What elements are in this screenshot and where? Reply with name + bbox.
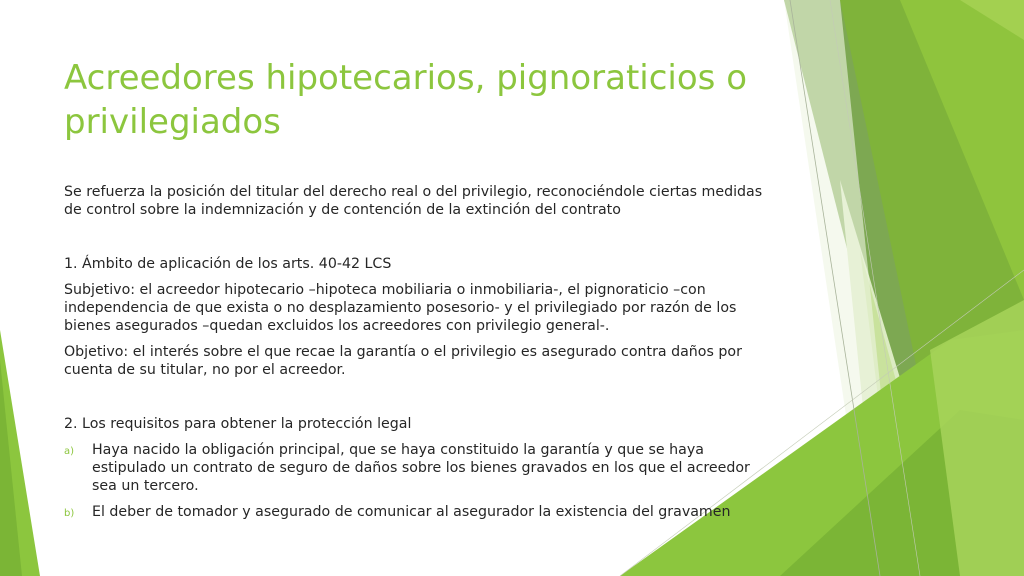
list-marker: b) xyxy=(64,508,75,519)
list-item-text: Haya nacido la obligación principal, que se haya constituido la garantía y que se haya estipulado un contrato de seguro de daños sobre los bienes gravados en los que el acreedor sea un tercero. xyxy=(92,442,750,494)
subjective-paragraph: Subjetivo: el acreedor hipotecario –hipoteca mobiliaria o inmobiliaria-, el pignoraticio –con independencia de que exista o no desplazamiento posesorio- y el privilegiado por razón de los bienes asegurados –quedan excluidos los acreedores con privilegio general-. xyxy=(64,282,737,334)
slide-body xyxy=(64,183,764,523)
list-marker: a) xyxy=(64,446,75,457)
section-2-heading: 2. Los requisitos para obtener la protección legal xyxy=(64,416,412,432)
slide-title: Acreedores hipotecarios, pignoraticios o privilegiados xyxy=(64,58,748,142)
list-item-text: El deber de tomador y asegurado de comunicar al asegurador la existencia del gravamen xyxy=(92,504,731,520)
section-1-heading: 1. Ámbito de aplicación de los arts. 40-42 LCS xyxy=(64,256,392,272)
list-item xyxy=(64,441,764,495)
objective-paragraph: Objetivo: el interés sobre el que recae la garantía o el privilegio es asegurado contra daños por cuenta de su titular, no por el acreedor. xyxy=(64,344,742,378)
list-item xyxy=(64,503,764,523)
intro-paragraph: Se refuerza la posición del titular del derecho real o del privilegio, reconociéndole ciertas medidas de control sobre la indemnización y de contención de la extinción del contrato xyxy=(64,184,763,218)
